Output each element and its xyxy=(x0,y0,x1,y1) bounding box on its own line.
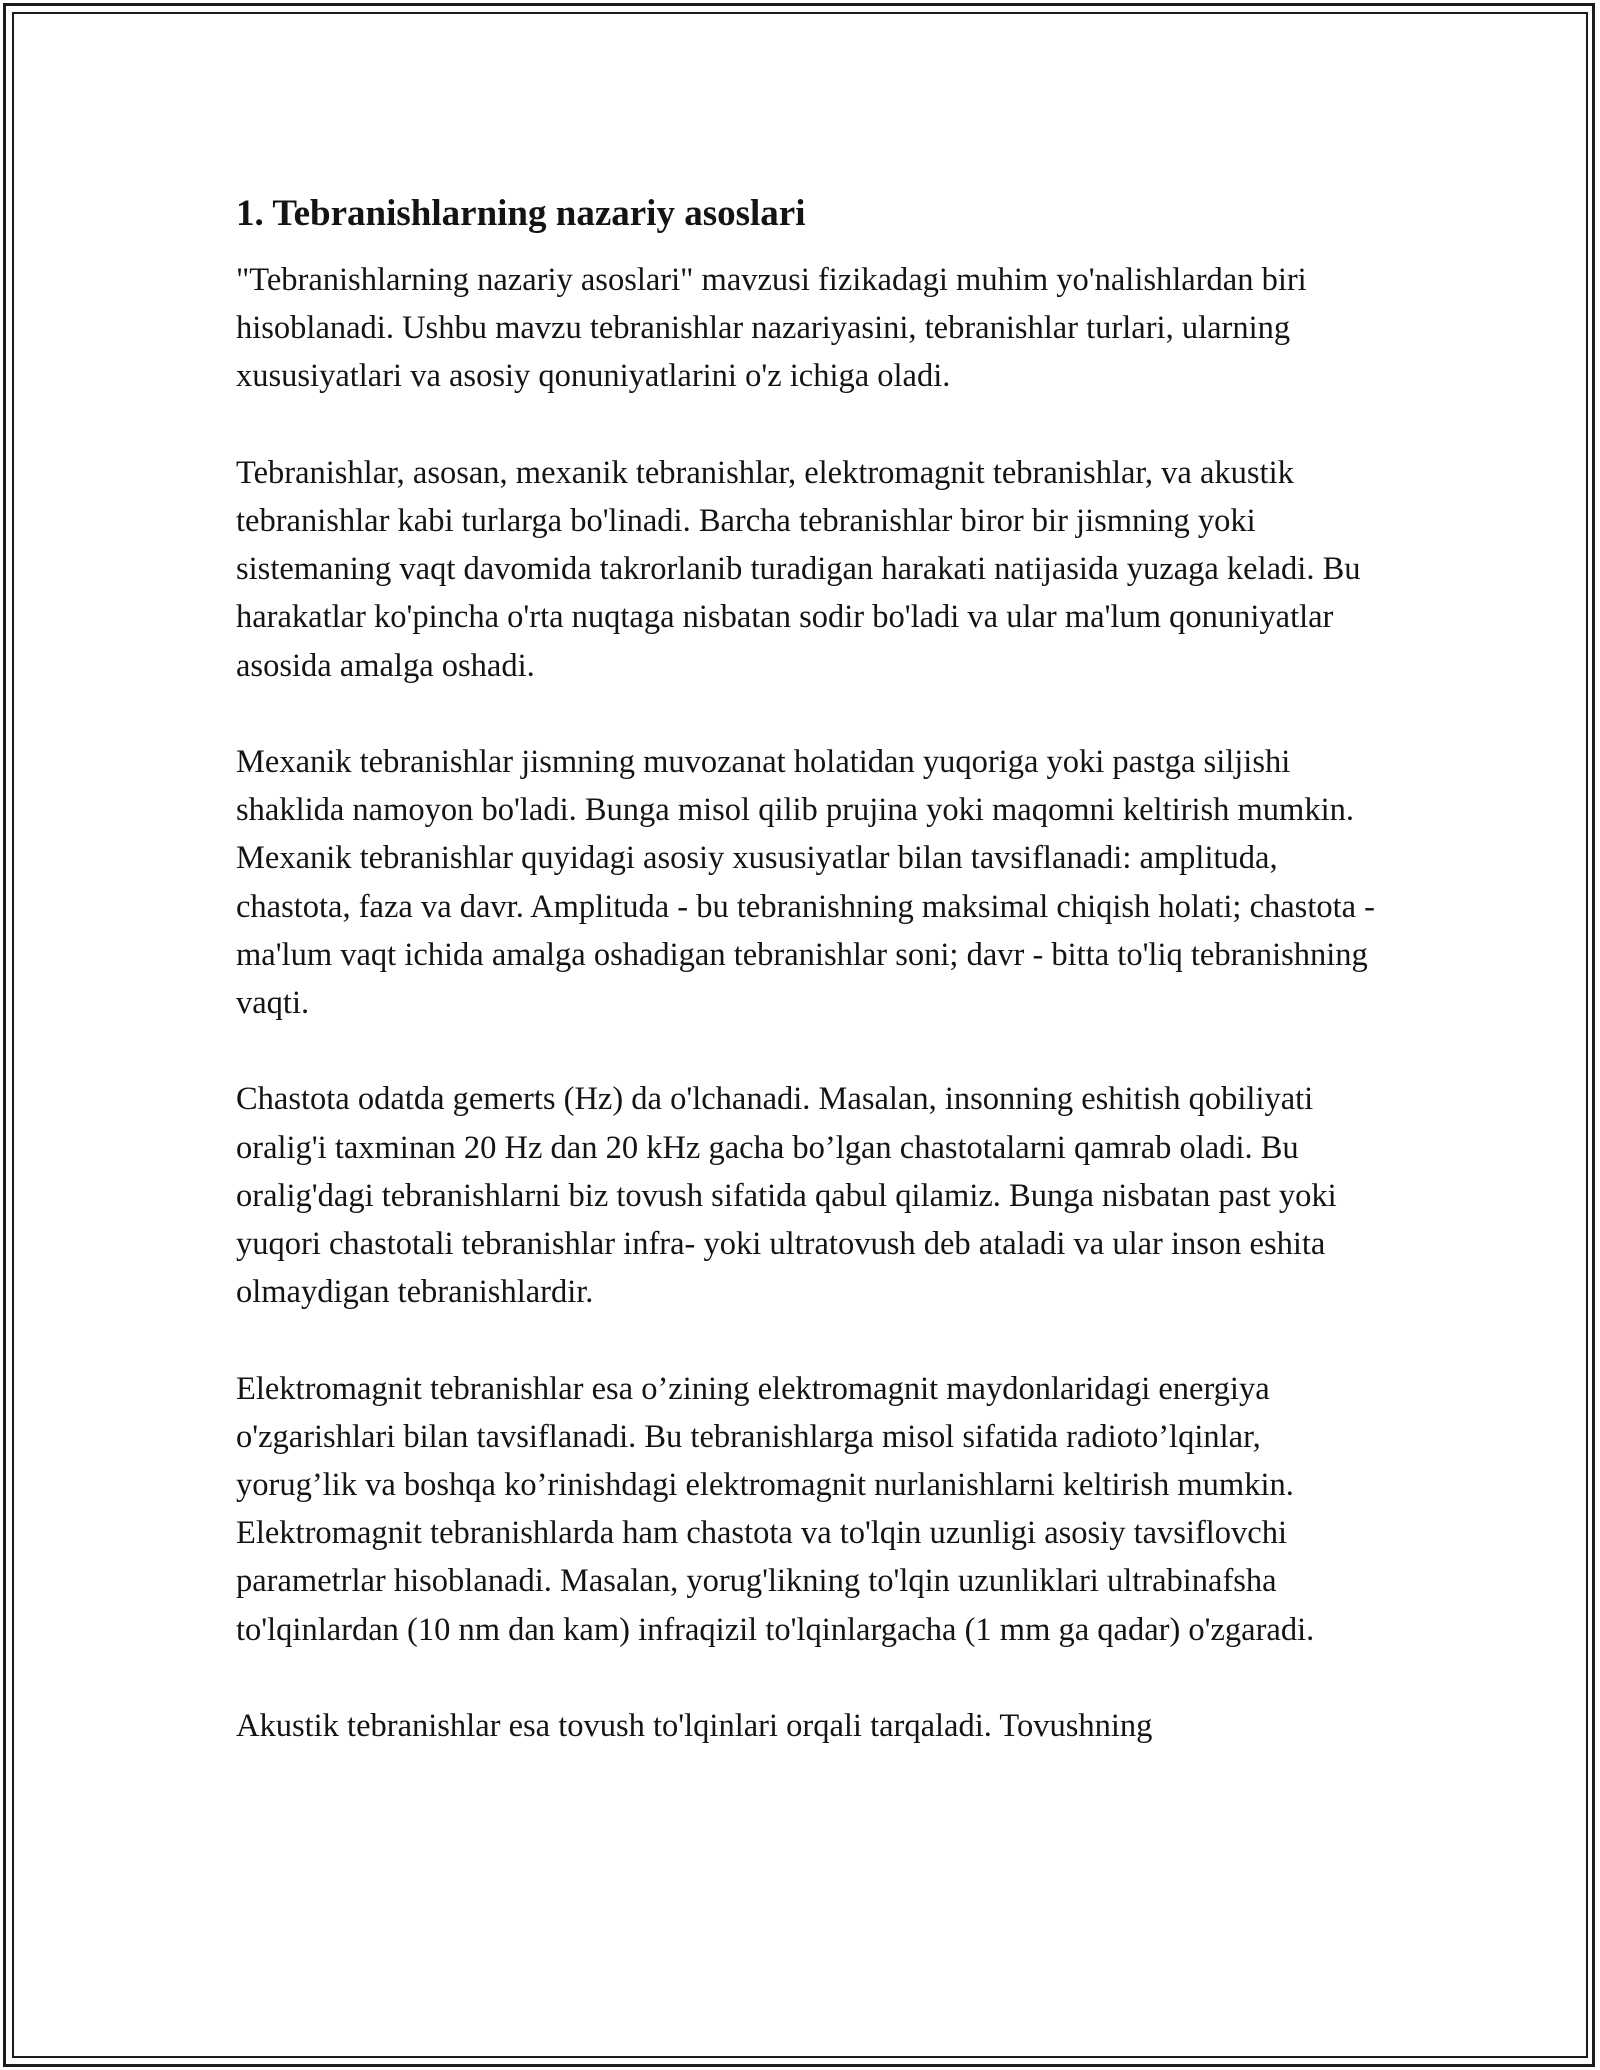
document-title: 1. Tebranishlarning nazariy asoslari xyxy=(236,193,806,234)
paragraph-electromagnetic: Elektromagnit tebranishlar esa o’zining elektromagnit maydonlaridagi energiya o'zgarishlari bilan tavsiflanadi. Bu tebranishlarga misol sifatida radioto’lqinlar, yorug’lik va boshqa ko’rinishdagi elektromagnit nurlanishlarni keltirish mumkin. Elektromagnit tebranishlarda ham chastota va to'lqin uzunligi asosiy tavsiflovchi parametrlar hisoblanadi. Masalan, yorug'likning to'lqin uzunliklari ultrabinafsha to'lqinlardan (10 nm dan kam) infraqizil to'lqinlargacha (1 mm ga qadar) o'zgaradi. xyxy=(236,1370,1315,1648)
paragraph-mechanical: Mexanik tebranishlar jismning muvozanat holatidan yuqoriga yoki pastga siljishi shaklida namoyon bo'ladi. Bunga misol qilib prujina yoki maqomni keltirish mumkin. Mexanik tebranishlar quyidagi asosiy xususiyatlar bilan tavsiflanadi: amplituda, chastota, faza va davr. Amplituda - bu tebranishning maksimal chiqish holati; chastota - ma'lum vaqt ichida amalga oshadigan tebranishlar soni; davr - bitta to'liq tebranishning vaqti. xyxy=(236,744,1376,1022)
paragraph-acoustic: Akustik tebranishlar esa tovush to'lqinlari orqali tarqaladi. Tovushning xyxy=(236,1708,1153,1745)
paragraph-frequency: Chastota odatda gemerts (Hz) da o'lchanadi. Masalan, insonning eshitish qobiliyati oralig'i taxminan 20 Hz dan 20 kHz gacha bo’lgan chastotalarni qamrab oladi. Bu oralig'dagi tebranishlarni biz tovush sifatida qabul qilamiz. Bunga nisbatan past yoki yuqori chastotali tebranishlar infra- yoki ultratovush deb ataladi va ular inson eshita olmaydigan tebranishlardir. xyxy=(236,1081,1337,1311)
paragraph-introduction: "Tebranishlarning nazariy asoslari" mavzusi fizikadagi muhim yo'nalishlardan biri hisoblanadi. Ushbu mavzu tebranishlar nazariyasini, tebranishlar turlari, ularning xususiyatlari va asosiy qonuniyatlarini o'z ichiga oladi. xyxy=(236,262,1307,395)
paragraph-types: Tebranishlar, asosan, mexanik tebranishlar, elektromagnit tebranishlar, va akustik tebranishlar kabi turlarga bo'linadi. Barcha tebranishlar biror bir jismning yoki sistemaning vaqt davomida takrorlanib turadigan harakati natijasida yuzaga keladi. Bu harakatlar ko'pincha o'rta nuqtaga nisbatan sodir bo'ladi va ular ma'lum qonuniyatlar asosida amalga oshadi. xyxy=(236,454,1361,684)
document-body xyxy=(236,186,1376,1750)
